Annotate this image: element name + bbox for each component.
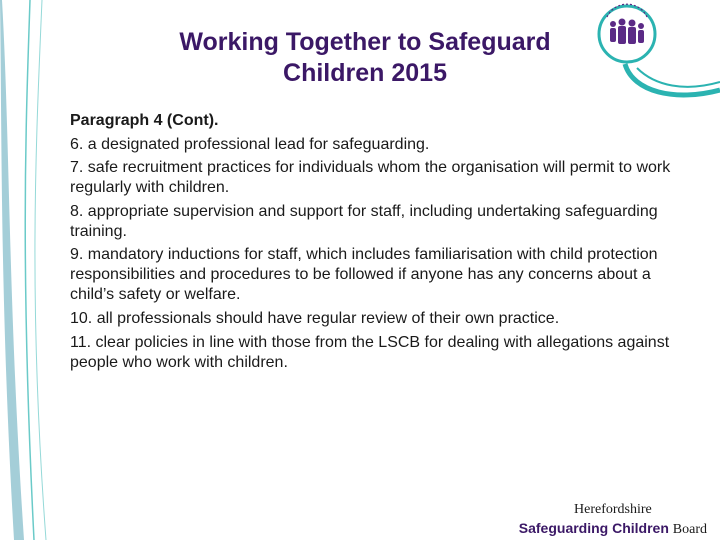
list-item: 6. a designated professional lead for safeguarding. [70,135,430,153]
footer-name: Safeguarding Children [518,520,669,536]
safeguarding-board-logo-icon [585,2,720,102]
title-line-2: Children 2015 [283,59,447,87]
footer-branding [519,500,707,539]
list-item: 8. appropriate supervision and support for staff, including undertaking safeguarding training. [70,202,658,240]
footer-org: Herefordshire [574,502,652,517]
list-item: 11. clear policies in line with those from the LSCB for dealing with allegations against people who work with children. [70,333,670,371]
list-item: 9. mandatory inductions for staff, which includes familiarisation with child protection responsibilities and procedures to be followed if anyone has any concerns about a child’s safety or welfare. [70,246,658,304]
paragraph-heading: Paragraph 4 (Cont). [70,112,219,129]
footer-board: Board [672,522,707,537]
side-swoosh-decoration [0,0,60,540]
page-title [150,27,580,89]
title-line-1: Working Together to Safeguard [179,28,551,56]
list-item: 7. safe recruitment practices for individuals whom the organisation will permit to work regularly with children. [70,159,671,197]
list-item: 10. all professionals should have regular review of their own practice. [70,309,560,327]
footer-line-2 [519,519,707,539]
paragraph-list [70,111,695,376]
